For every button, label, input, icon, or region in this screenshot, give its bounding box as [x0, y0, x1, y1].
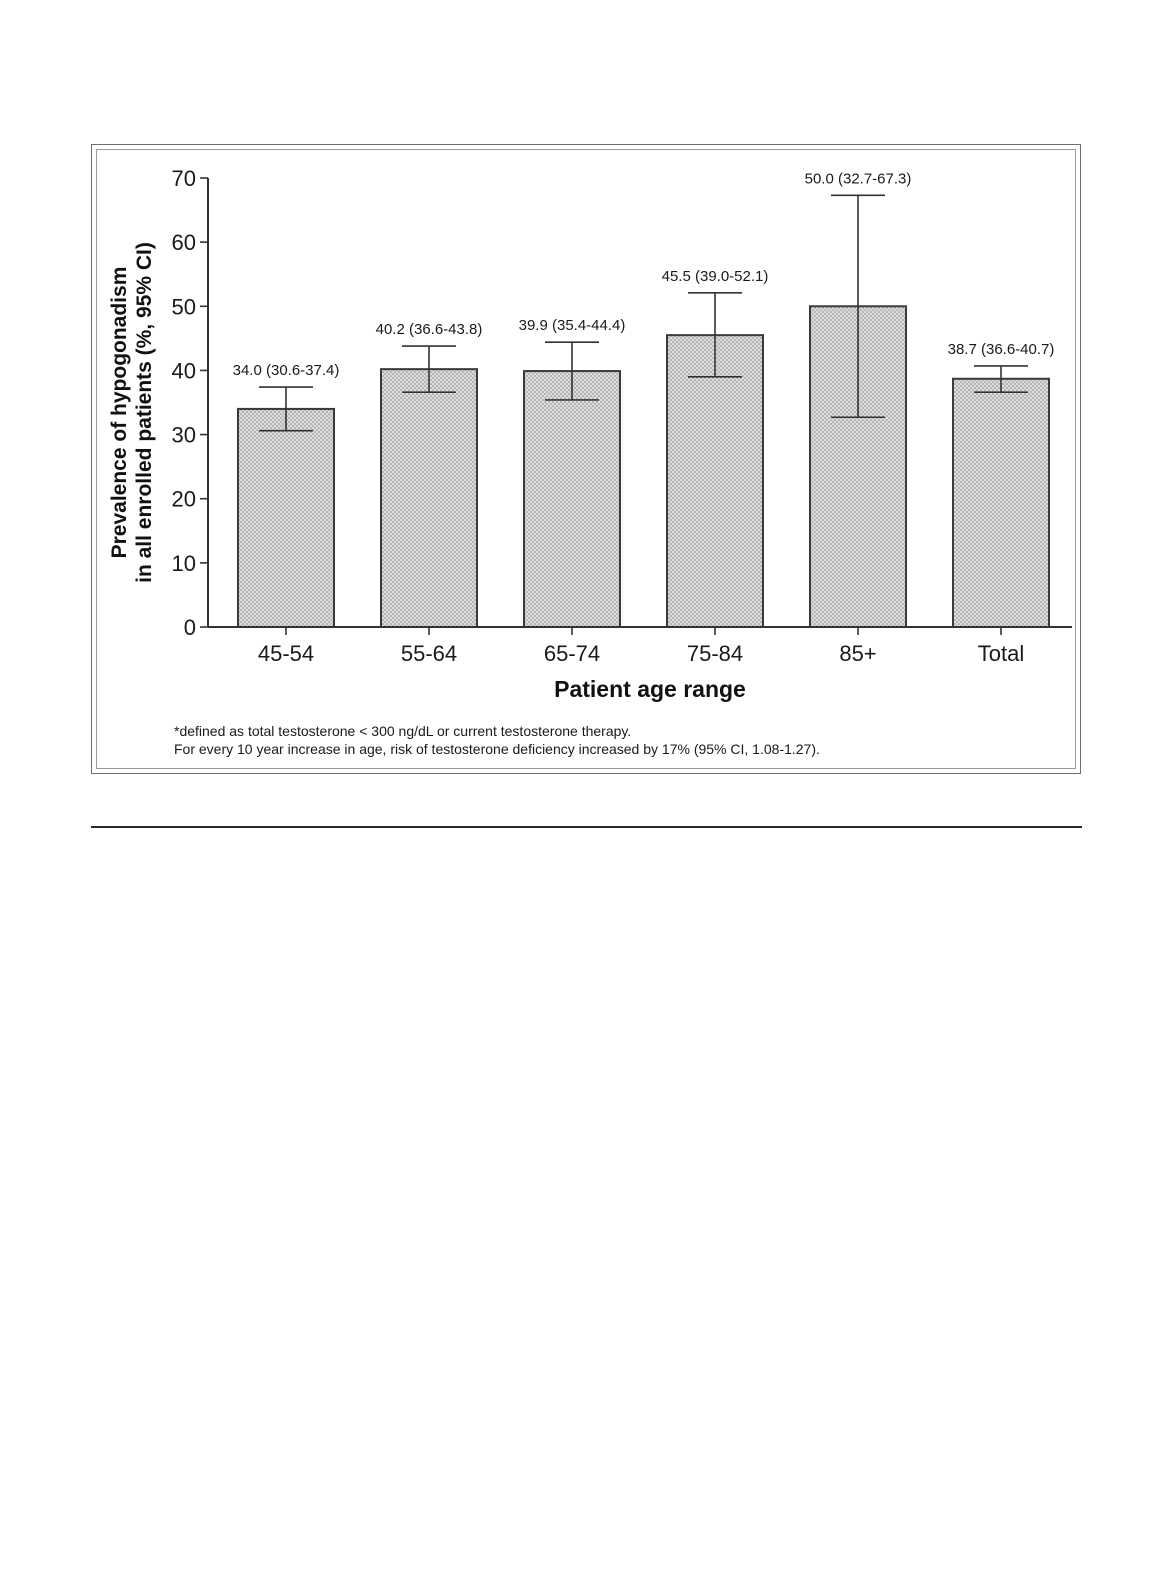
data-label-55-64: 40.2 (36.6-43.8) — [375, 321, 483, 339]
y-tick-label: 0 — [183, 615, 196, 640]
x-tick-label: 75-84 — [686, 641, 744, 666]
data-label-Total: 38.7 (36.6-40.7) — [947, 340, 1055, 358]
y-tick-label: 50 — [171, 294, 196, 320]
y-tick-label: 30 — [171, 422, 196, 448]
footnote-risk: For every 10 year increase in age, risk of testosterone deficiency increased by 17% (95% CI, 1.08-1.27). — [174, 741, 820, 757]
bar-55-64 — [381, 369, 477, 627]
x-tick-label: 55-64 — [400, 641, 458, 666]
x-tick-label: 45-54 — [257, 641, 315, 666]
y-tick-label: 60 — [171, 230, 196, 256]
y-tick-label: 70 — [171, 166, 196, 191]
x-tick-label: 65-74 — [543, 641, 601, 666]
bar-45-54 — [238, 409, 334, 627]
y-tick-label: 10 — [171, 550, 196, 576]
data-label-45-54: 34.0 (30.6-37.4) — [232, 362, 340, 380]
figure-frame — [91, 144, 1081, 774]
x-tick-label: 85+ — [839, 641, 877, 666]
y-tick-label: 40 — [171, 358, 196, 384]
bar-65-74 — [524, 371, 620, 627]
x-axis-label: Patient age range — [554, 676, 746, 702]
page-divider-rule — [91, 826, 1082, 828]
data-label-85+: 50.0 (32.7-67.3) — [804, 170, 912, 188]
bar-75-84 — [667, 335, 763, 627]
data-label-65-74: 39.9 (35.4-44.4) — [518, 317, 626, 335]
x-tick-label: Total — [977, 641, 1025, 666]
y-axis-label-line-1: Prevalence of hypogonadism — [108, 266, 131, 559]
y-tick-label: 20 — [171, 486, 196, 512]
bar-Total — [953, 379, 1049, 627]
y-axis-label-line-2: in all enrolled patients (%, 95% CI) — [133, 242, 156, 583]
bar-chart — [92, 145, 1082, 775]
footnote-definition: *defined as total testosterone < 300 ng/dL or current testosterone therapy. — [174, 723, 632, 739]
data-label-75-84: 45.5 (39.0-52.1) — [661, 267, 769, 285]
